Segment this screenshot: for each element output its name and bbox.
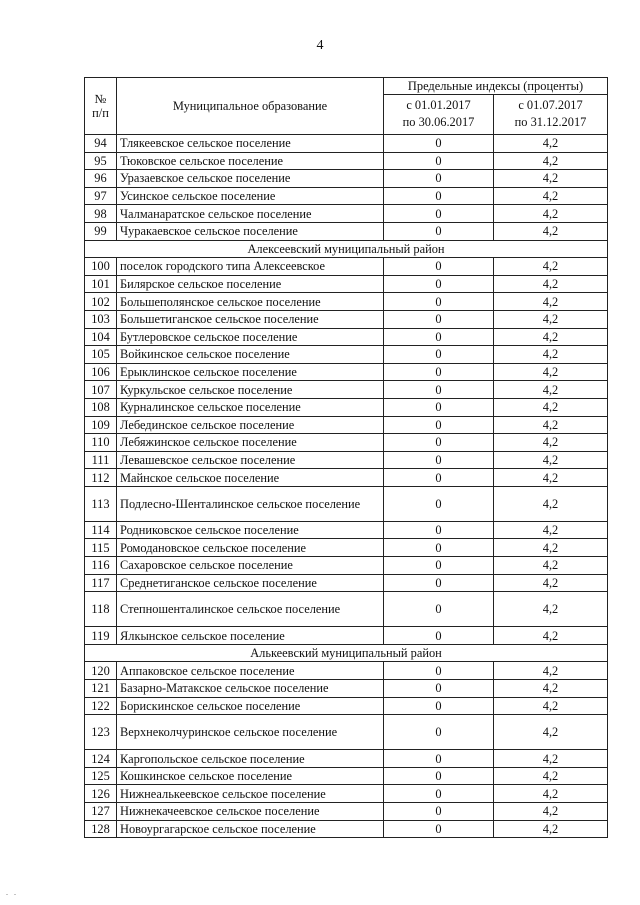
row-number: 118 bbox=[85, 592, 117, 627]
index-period-2: 4,2 bbox=[494, 205, 608, 223]
row-number: 128 bbox=[85, 820, 117, 838]
table-row bbox=[85, 328, 608, 346]
table-row bbox=[85, 398, 608, 416]
row-number: 101 bbox=[85, 275, 117, 293]
index-period-2: 4,2 bbox=[494, 680, 608, 698]
municipality-name: Курналинское сельское поселение bbox=[117, 398, 384, 416]
row-number: 106 bbox=[85, 363, 117, 381]
row-number: 102 bbox=[85, 293, 117, 311]
table-row bbox=[85, 170, 608, 188]
index-period-2: 4,2 bbox=[494, 363, 608, 381]
table-row bbox=[85, 451, 608, 469]
index-period-1: 0 bbox=[384, 152, 494, 170]
header-period-1: с 01.01.2017 по 30.06.2017 bbox=[384, 94, 494, 134]
municipality-name: Войкинское сельское поселение bbox=[117, 346, 384, 364]
index-period-2: 4,2 bbox=[494, 222, 608, 240]
row-number: 104 bbox=[85, 328, 117, 346]
index-period-2: 4,2 bbox=[494, 820, 608, 838]
index-period-2: 4,2 bbox=[494, 451, 608, 469]
row-number: 126 bbox=[85, 785, 117, 803]
row-number: 95 bbox=[85, 152, 117, 170]
index-period-2: 4,2 bbox=[494, 293, 608, 311]
table-row bbox=[85, 363, 608, 381]
row-number: 105 bbox=[85, 346, 117, 364]
municipality-name: Сахаровское сельское поселение bbox=[117, 557, 384, 575]
municipality-name: Кошкинское сельское поселение bbox=[117, 767, 384, 785]
header-limit-indices: Предельные индексы (проценты) bbox=[384, 78, 608, 95]
municipality-name: Нижнеалькеевское сельское поселение bbox=[117, 785, 384, 803]
municipality-name: Каргопольское сельское поселение bbox=[117, 750, 384, 768]
municipality-name: Степношенталинское сельское поселение bbox=[117, 592, 384, 627]
table-body bbox=[85, 135, 608, 838]
district-heading: Алькеевский муниципальный район bbox=[85, 644, 608, 662]
index-period-2: 4,2 bbox=[494, 434, 608, 452]
table-row bbox=[85, 662, 608, 680]
page-number: 4 bbox=[316, 38, 324, 53]
table-row bbox=[85, 680, 608, 698]
municipality-name: Тлякеевское сельское поселение bbox=[117, 135, 384, 153]
municipality-name: Аппаковское сельское поселение bbox=[117, 662, 384, 680]
index-period-1: 0 bbox=[384, 310, 494, 328]
municipality-name: Майнское сельское поселение bbox=[117, 469, 384, 487]
index-period-1: 0 bbox=[384, 434, 494, 452]
index-period-2: 4,2 bbox=[494, 785, 608, 803]
table-row bbox=[85, 557, 608, 575]
municipality-name: Уразаевское сельское поселение bbox=[117, 170, 384, 188]
index-period-2: 4,2 bbox=[494, 398, 608, 416]
index-period-1: 0 bbox=[384, 328, 494, 346]
row-number: 122 bbox=[85, 697, 117, 715]
municipality-name: Лебяжинское сельское поселение bbox=[117, 434, 384, 452]
index-period-2: 4,2 bbox=[494, 592, 608, 627]
row-number: 114 bbox=[85, 521, 117, 539]
municipality-name: Нижнекачеевское сельское поселение bbox=[117, 803, 384, 821]
index-period-2: 4,2 bbox=[494, 310, 608, 328]
table-row bbox=[85, 205, 608, 223]
index-period-1: 0 bbox=[384, 767, 494, 785]
index-period-1: 0 bbox=[384, 662, 494, 680]
index-period-2: 4,2 bbox=[494, 381, 608, 399]
index-period-1: 0 bbox=[384, 416, 494, 434]
row-number: 110 bbox=[85, 434, 117, 452]
index-period-1: 0 bbox=[384, 803, 494, 821]
table-row bbox=[85, 697, 608, 715]
index-table bbox=[84, 77, 608, 838]
index-period-2: 4,2 bbox=[494, 486, 608, 521]
municipality-name: Ерыклинское сельское поселение bbox=[117, 363, 384, 381]
index-period-1: 0 bbox=[384, 592, 494, 627]
table-row bbox=[85, 135, 608, 153]
index-period-1: 0 bbox=[384, 170, 494, 188]
index-period-2: 4,2 bbox=[494, 627, 608, 645]
row-number: 99 bbox=[85, 222, 117, 240]
index-period-1: 0 bbox=[384, 187, 494, 205]
index-period-1: 0 bbox=[384, 346, 494, 364]
index-period-1: 0 bbox=[384, 451, 494, 469]
row-number: 113 bbox=[85, 486, 117, 521]
row-number: 107 bbox=[85, 381, 117, 399]
index-period-1: 0 bbox=[384, 363, 494, 381]
table-row bbox=[85, 592, 608, 627]
municipality-name: Базарно-Матакское сельское поселение bbox=[117, 680, 384, 698]
table-row bbox=[85, 293, 608, 311]
index-period-1: 0 bbox=[384, 258, 494, 276]
index-period-2: 4,2 bbox=[494, 469, 608, 487]
municipality-name: Чуракаевское сельское поселение bbox=[117, 222, 384, 240]
table-row bbox=[85, 434, 608, 452]
index-period-1: 0 bbox=[384, 293, 494, 311]
table-header bbox=[85, 78, 608, 135]
district-row bbox=[85, 240, 608, 258]
index-period-2: 4,2 bbox=[494, 135, 608, 153]
index-period-1: 0 bbox=[384, 820, 494, 838]
index-period-1: 0 bbox=[384, 469, 494, 487]
index-period-1: 0 bbox=[384, 697, 494, 715]
table-row bbox=[85, 381, 608, 399]
district-heading: Алексеевский муниципальный район bbox=[85, 240, 608, 258]
header-number: № п/п bbox=[85, 78, 117, 135]
table-row bbox=[85, 486, 608, 521]
row-number: 124 bbox=[85, 750, 117, 768]
municipality-name: поселок городского типа Алексеевское bbox=[117, 258, 384, 276]
row-number: 119 bbox=[85, 627, 117, 645]
index-period-2: 4,2 bbox=[494, 416, 608, 434]
table-row bbox=[85, 803, 608, 821]
table-row bbox=[85, 820, 608, 838]
index-period-2: 4,2 bbox=[494, 521, 608, 539]
row-number: 96 bbox=[85, 170, 117, 188]
row-number: 117 bbox=[85, 574, 117, 592]
municipality-name: Лебединское сельское поселение bbox=[117, 416, 384, 434]
table-row bbox=[85, 539, 608, 557]
index-period-1: 0 bbox=[384, 486, 494, 521]
row-number: 116 bbox=[85, 557, 117, 575]
table-row bbox=[85, 750, 608, 768]
row-number: 115 bbox=[85, 539, 117, 557]
index-period-2: 4,2 bbox=[494, 715, 608, 750]
row-number: 112 bbox=[85, 469, 117, 487]
table-row bbox=[85, 346, 608, 364]
municipality-name: Куркульское сельское поселение bbox=[117, 381, 384, 399]
index-period-2: 4,2 bbox=[494, 750, 608, 768]
index-period-1: 0 bbox=[384, 574, 494, 592]
table-row bbox=[85, 574, 608, 592]
row-number: 111 bbox=[85, 451, 117, 469]
municipality-name: Чалманаратское сельское поселение bbox=[117, 205, 384, 223]
municipality-name: Тюковское сельское поселение bbox=[117, 152, 384, 170]
table-row bbox=[85, 416, 608, 434]
index-period-2: 4,2 bbox=[494, 557, 608, 575]
index-period-1: 0 bbox=[384, 785, 494, 803]
municipality-name: Левашевское сельское поселение bbox=[117, 451, 384, 469]
index-period-1: 0 bbox=[384, 557, 494, 575]
table-row bbox=[85, 767, 608, 785]
table-row bbox=[85, 152, 608, 170]
row-number: 97 bbox=[85, 187, 117, 205]
row-number: 120 bbox=[85, 662, 117, 680]
district-row bbox=[85, 644, 608, 662]
index-period-1: 0 bbox=[384, 680, 494, 698]
row-number: 127 bbox=[85, 803, 117, 821]
index-period-2: 4,2 bbox=[494, 803, 608, 821]
index-period-2: 4,2 bbox=[494, 662, 608, 680]
index-period-1: 0 bbox=[384, 205, 494, 223]
index-period-2: 4,2 bbox=[494, 697, 608, 715]
row-number: 108 bbox=[85, 398, 117, 416]
municipality-name: Большеполянское сельское поселение bbox=[117, 293, 384, 311]
municipality-name: Верхнеколчуринское сельское поселение bbox=[117, 715, 384, 750]
municipality-name: Ялкынское сельское поселение bbox=[117, 627, 384, 645]
table-row bbox=[85, 275, 608, 293]
index-period-1: 0 bbox=[384, 539, 494, 557]
header-municipality: Муниципальное образование bbox=[117, 78, 384, 135]
index-period-2: 4,2 bbox=[494, 170, 608, 188]
index-period-2: 4,2 bbox=[494, 258, 608, 276]
index-period-2: 4,2 bbox=[494, 187, 608, 205]
index-period-1: 0 bbox=[384, 715, 494, 750]
index-period-2: 4,2 bbox=[494, 275, 608, 293]
index-period-2: 4,2 bbox=[494, 574, 608, 592]
index-period-1: 0 bbox=[384, 381, 494, 399]
table-row bbox=[85, 222, 608, 240]
row-number: 98 bbox=[85, 205, 117, 223]
table-row bbox=[85, 258, 608, 276]
index-period-1: 0 bbox=[384, 275, 494, 293]
municipality-name: Усинское сельское поселение bbox=[117, 187, 384, 205]
index-period-2: 4,2 bbox=[494, 539, 608, 557]
index-period-1: 0 bbox=[384, 627, 494, 645]
municipality-name: Новоургагарское сельское поселение bbox=[117, 820, 384, 838]
index-period-1: 0 bbox=[384, 750, 494, 768]
table-row bbox=[85, 521, 608, 539]
municipality-name: Большетиганское сельское поселение bbox=[117, 310, 384, 328]
row-number: 94 bbox=[85, 135, 117, 153]
table-row bbox=[85, 469, 608, 487]
table-row bbox=[85, 785, 608, 803]
footer-mark: . . bbox=[6, 888, 18, 897]
municipality-name: Среднетиганское сельское поселение bbox=[117, 574, 384, 592]
index-period-2: 4,2 bbox=[494, 328, 608, 346]
municipality-name: Борискинское сельское поселение bbox=[117, 697, 384, 715]
index-period-1: 0 bbox=[384, 135, 494, 153]
municipality-name: Ромодановское сельское поселение bbox=[117, 539, 384, 557]
index-period-1: 0 bbox=[384, 222, 494, 240]
municipality-name: Бутлеровское сельское поселение bbox=[117, 328, 384, 346]
municipality-name: Билярское сельское поселение bbox=[117, 275, 384, 293]
index-period-2: 4,2 bbox=[494, 767, 608, 785]
row-number: 121 bbox=[85, 680, 117, 698]
municipality-name: Родниковское сельское поселение bbox=[117, 521, 384, 539]
row-number: 100 bbox=[85, 258, 117, 276]
index-period-1: 0 bbox=[384, 521, 494, 539]
index-period-2: 4,2 bbox=[494, 346, 608, 364]
table-row bbox=[85, 627, 608, 645]
table-row bbox=[85, 715, 608, 750]
municipality-name: Подлесно-Шенталинское сельское поселение bbox=[117, 486, 384, 521]
header-period-2: с 01.07.2017 по 31.12.2017 bbox=[494, 94, 608, 134]
index-period-1: 0 bbox=[384, 398, 494, 416]
row-number: 109 bbox=[85, 416, 117, 434]
row-number: 123 bbox=[85, 715, 117, 750]
row-number: 103 bbox=[85, 310, 117, 328]
index-period-2: 4,2 bbox=[494, 152, 608, 170]
table-row bbox=[85, 187, 608, 205]
table-row bbox=[85, 310, 608, 328]
row-number: 125 bbox=[85, 767, 117, 785]
